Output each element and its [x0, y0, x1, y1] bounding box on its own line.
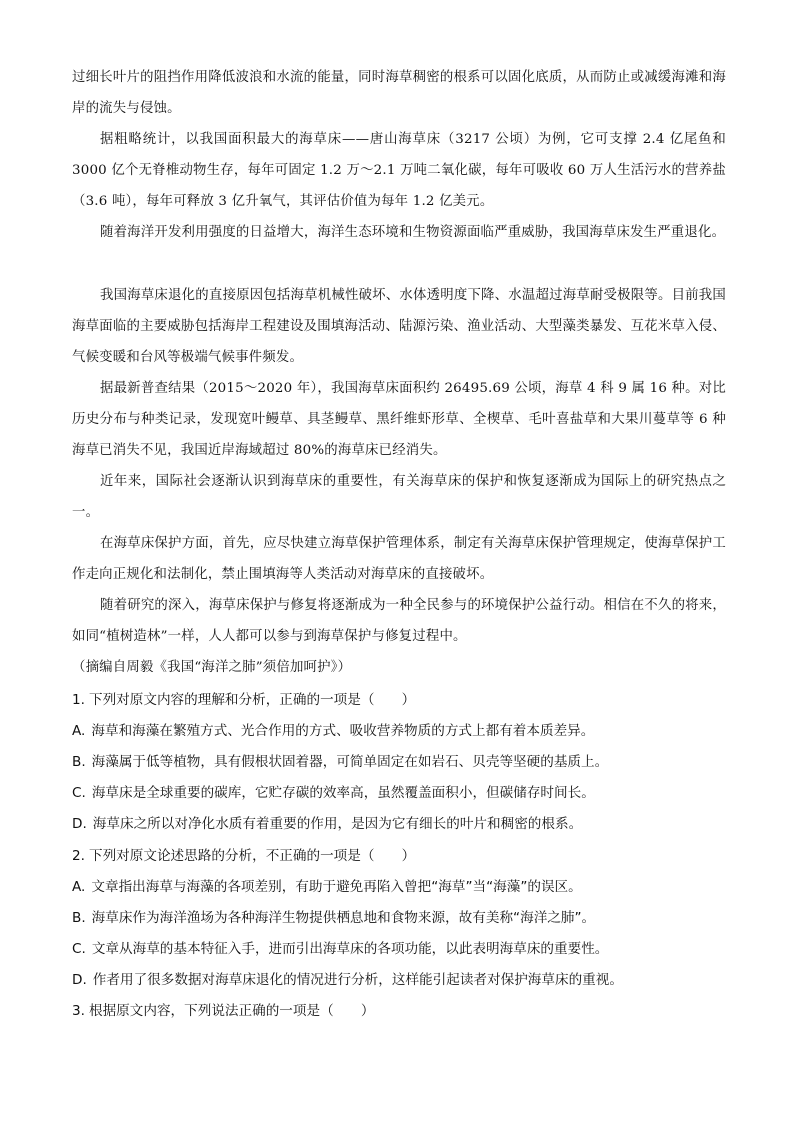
passage-paragraph-7: 在海草床保护方面，首先，应尽快建立海草保护管理体系，制定有关海草床保护管理规定，使海草保护工作走向正规化和法制化，禁止围填海等人类活动对海草床的直接破坏。	[72, 536, 726, 582]
passage-paragraph-3: 随着海洋开发利用强度的日益增大，海洋生态环境和生物资源面临严重威胁，我国海草床发生严重退化。	[100, 225, 726, 240]
passage-paragraph-6: 近年来，国际社会逐渐认识到海草床的重要性，有关海草床的保护和恢复逐渐成为国际上的研究热点之一。	[72, 474, 726, 520]
option-text: 海草床是全球重要的碳库，它贮存碳的效率高，虽然覆盖面积小，但碳储存时间长。	[91, 785, 595, 801]
option-letter: D.	[72, 816, 87, 832]
question-number: 2.	[72, 848, 85, 864]
option-text: 海草床之所以对净化水质有着重要的作用，是因为它有细长的叶片和稠密的根系。	[92, 816, 583, 832]
passage-paragraph-5: 据最新普查结果（2015～2020 年），我国海草床面积约 26495.69 公顷，海草 4 科 9 属 16 种。对比历史分布与种类记录，发现宽叶鳗草、具茎鳗草、黑纤维虾形草、全楔草、毛叶喜盐草和大果川蔓草等 6 种海草已消失不见，我国近岸海域超过 80%的海草床已经消失。	[72, 381, 726, 458]
option-letter: B.	[72, 754, 86, 770]
question-number: 1.	[72, 692, 85, 708]
passage-paragraph-8: 随着研究的深入，海草床保护与修复将逐渐成为一种全民参与的环境保护公益行动。相信在不久的将来，如同“植树造林”一样，人人都可以参与到海草保护与修复过程中。	[72, 598, 726, 644]
question-2-option-b[interactable]	[72, 903, 732, 934]
question-3-stem	[72, 996, 732, 1027]
question-number: 3.	[72, 1003, 85, 1019]
question-1-option-c[interactable]	[72, 778, 732, 809]
option-letter: A.	[72, 723, 86, 739]
option-text: 作者用了很多数据对海草床退化的情况进行分析，这样能引起读者对保护海草床的重视。	[92, 972, 623, 988]
passage-source: （摘编自周毅《我国“海洋之肺”须倍加呵护》）	[72, 660, 352, 675]
option-letter: C.	[72, 785, 86, 801]
option-text: 海藻属于低等植物，具有假根状固着器，可简单固定在如岩石、贝壳等坚硬的基质上。	[91, 754, 609, 770]
question-2-option-a[interactable]	[72, 872, 732, 903]
question-stem: 下列对原文内容的理解和分析，正确的一项是（ ）	[88, 692, 416, 708]
passage-paragraph-2: 据粗略统计，以我国面积最大的海草床——唐山海草床（3217 公顷）为例，它可支撑 2.4 亿尾鱼和 3000 亿个无脊椎动物生存，每年可固定 1.2 万～2.1 万吨二氧化碳，每年可吸收 60 万人生活污水的营养盐（3.6 吨），每年可释放 3 亿升氧气，其评估价值为每年 1.2 亿美元。	[72, 132, 726, 209]
passage-paragraph-4: 我国海草床退化的直接原因包括海草机械性破坏、水体透明度下降、水温超过海草耐受极限等。目前我国海草面临的主要威胁包括海岸工程建设及围填海活动、陆源污染、渔业活动、大型藻类暴发、互花米草入侵、气候变暖和台风等极端气候事件频发。	[72, 288, 726, 365]
question-1-option-b[interactable]	[72, 747, 732, 778]
option-letter: A.	[72, 879, 86, 895]
option-text: 文章指出海草与海藻的各项差别，有助于避免再陷入曾把“海草”当“海藻”的误区。	[91, 879, 582, 895]
question-stem: 下列对原文论述思路的分析，不正确的一项是（ ）	[88, 848, 416, 864]
question-2-option-d[interactable]	[72, 965, 732, 996]
question-1-option-a[interactable]	[72, 716, 732, 747]
question-2-stem	[72, 841, 732, 872]
option-letter: C.	[72, 941, 86, 957]
option-text: 海草床作为海洋渔场为各种海洋生物提供栖息地和食物来源，故有美称“海洋之肺”。	[91, 910, 596, 926]
question-stem: 根据原文内容，下列说法正确的一项是（ ）	[88, 1003, 375, 1019]
question-1-stem	[72, 685, 732, 716]
question-1-option-d[interactable]	[72, 809, 732, 840]
passage-paragraph-1: 过细长叶片的阻挡作用降低波浪和水流的能量，同时海草稠密的根系可以固化底质，从而防止或减缓海滩和海岸的流失与侵蚀。	[72, 70, 726, 116]
question-2-option-c[interactable]	[72, 934, 732, 965]
option-letter: D.	[72, 972, 87, 988]
option-text: 文章从海草的基本特征入手，进而引出海草床的各项功能，以此表明海草床的重要性。	[91, 941, 609, 957]
option-letter: B.	[72, 910, 86, 926]
option-text: 海草和海藻在繁殖方式、光合作用的方式、吸收营养物质的方式上都有着本质差异。	[91, 723, 595, 739]
